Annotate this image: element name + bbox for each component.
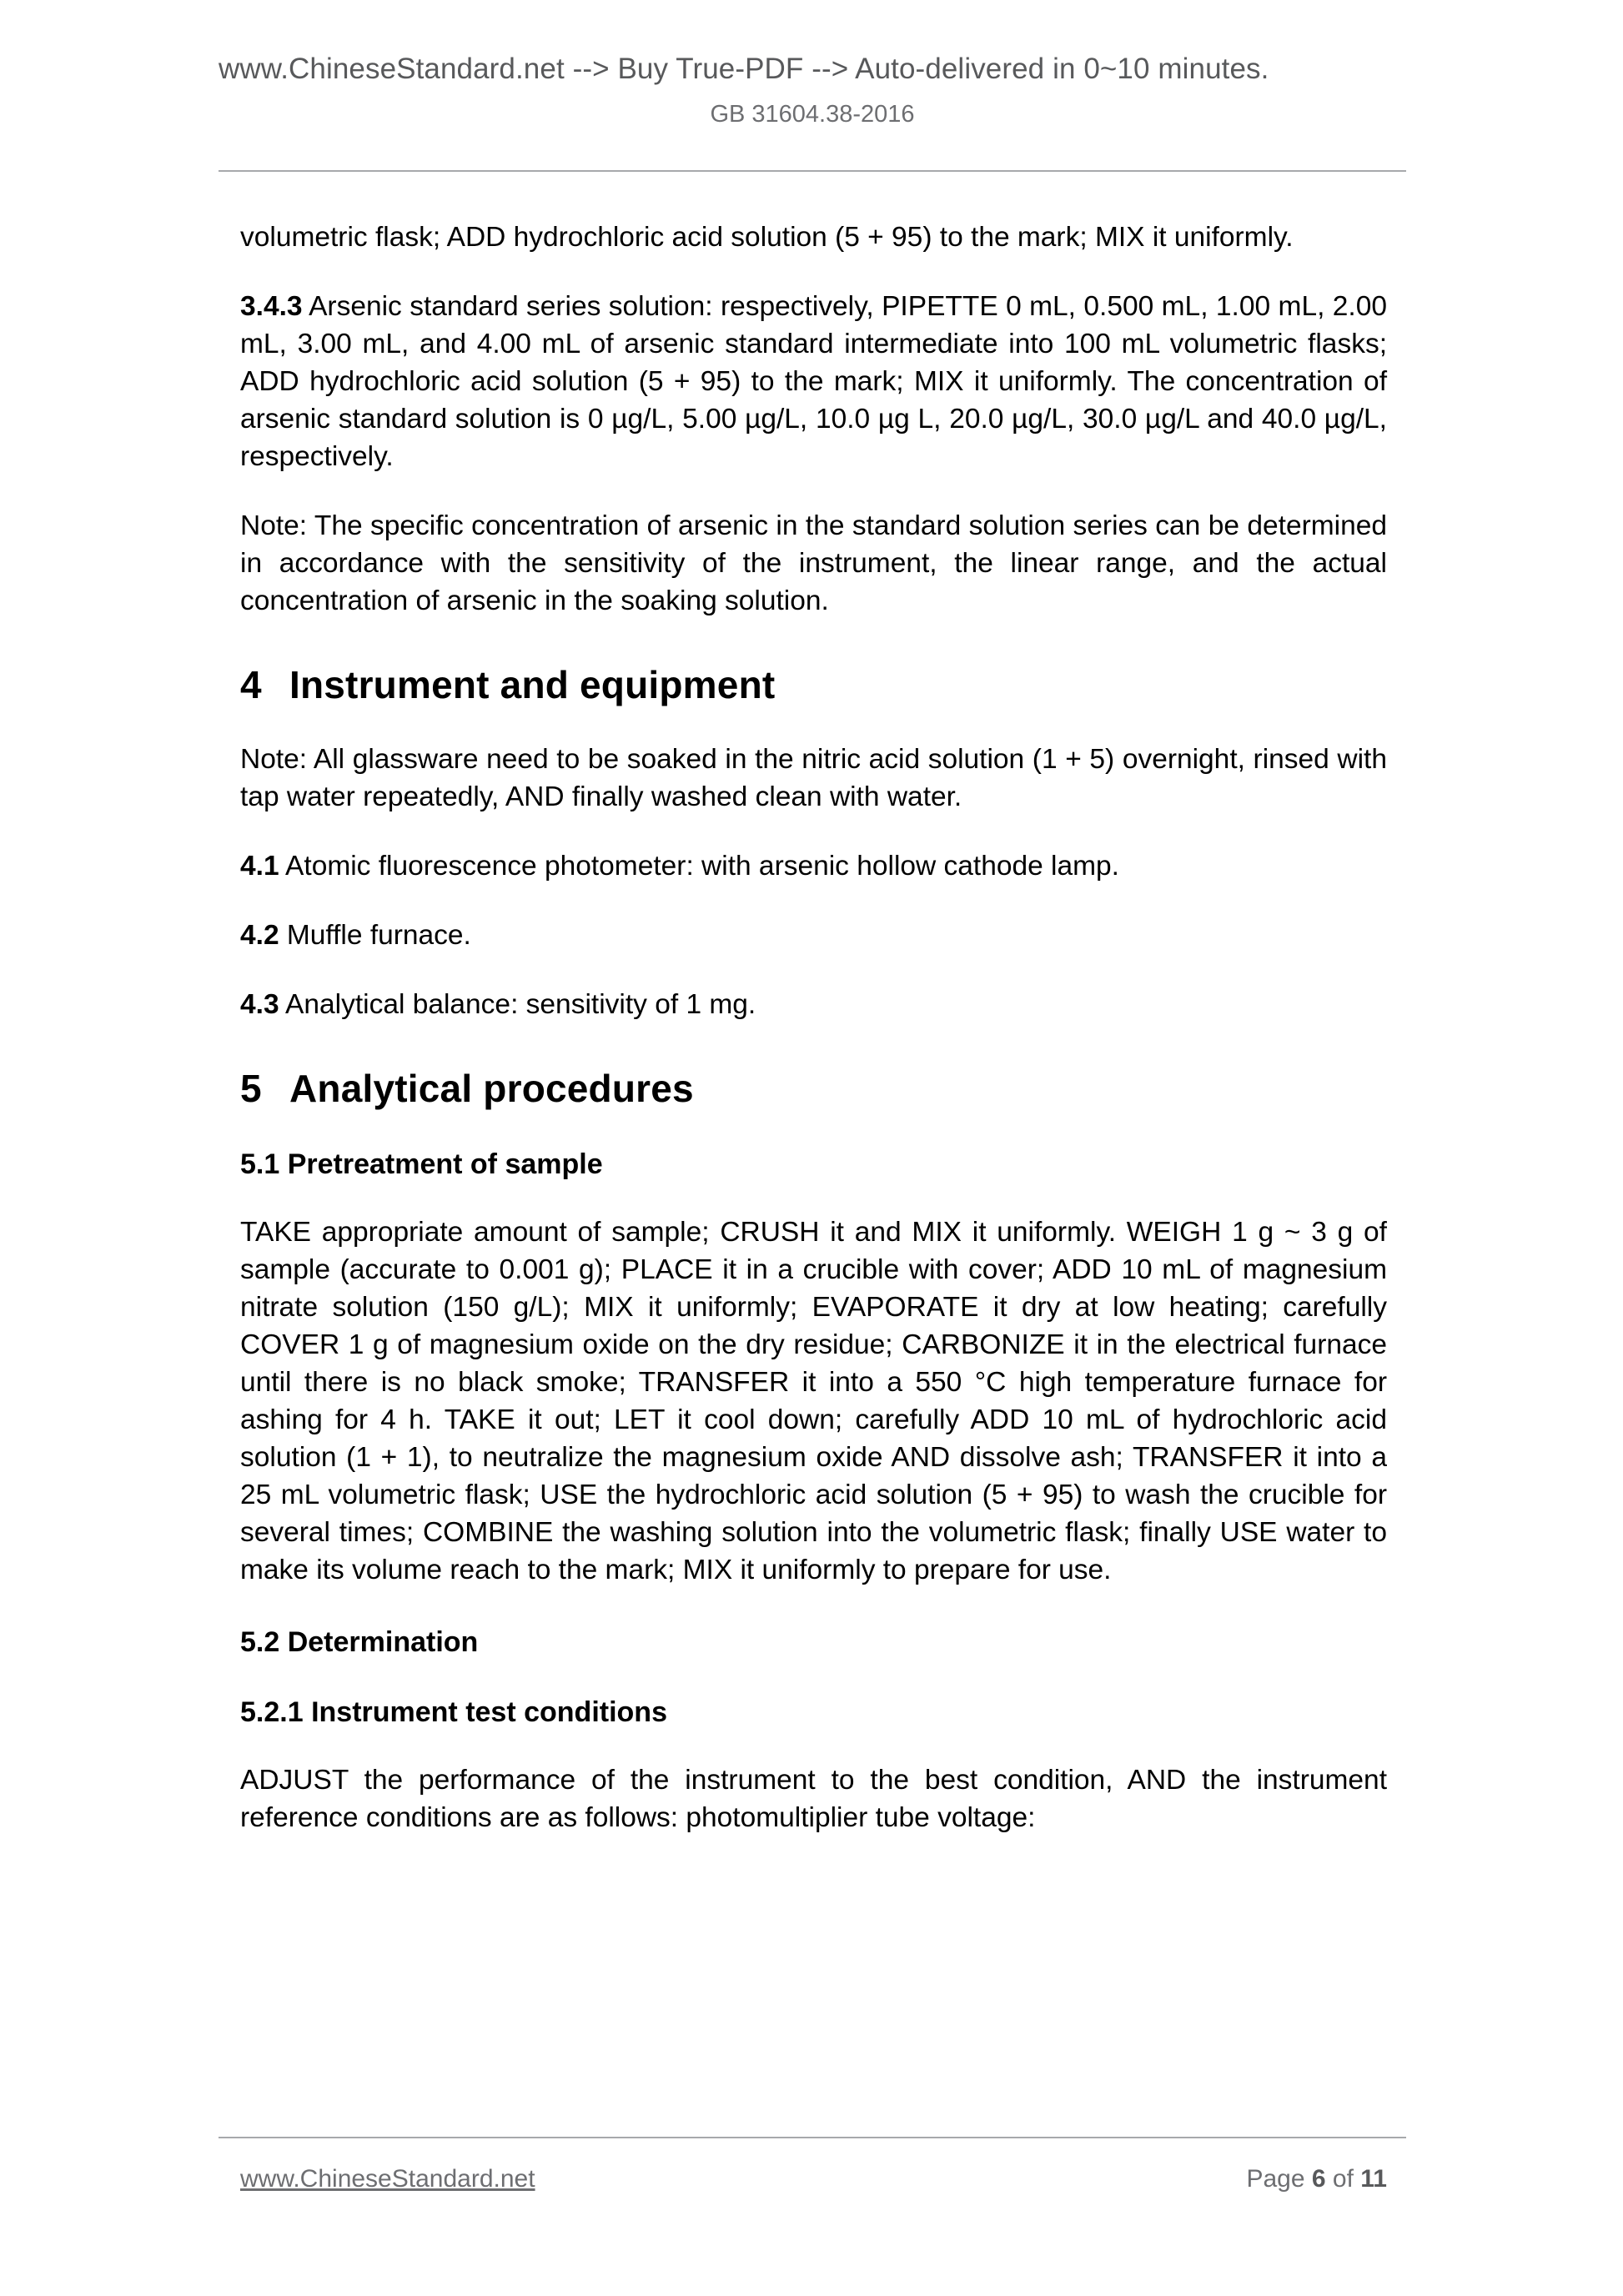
footer-website-link[interactable]: www.ChineseStandard.net <box>240 2165 535 2193</box>
item-4-1-number: 4.1 <box>240 850 279 882</box>
item-4-2-number: 4.2 <box>240 919 279 951</box>
item-4-1 <box>240 847 1387 885</box>
item-4-2-text: Muffle furnace. <box>279 919 471 951</box>
page-current: 6 <box>1311 2165 1326 2193</box>
item-4-3-text: Analytical balance: sensitivity of 1 mg. <box>279 988 756 1020</box>
standard-number: GB 31604.38-2016 <box>710 101 915 128</box>
clause-3-4-3-number: 3.4.3 <box>240 291 303 322</box>
page-label-prefix: Page <box>1246 2165 1312 2193</box>
section-5-heading <box>240 1067 1387 1111</box>
section-4-heading <box>240 663 1387 707</box>
clause-3-4-3-text: Arsenic standard series solution: respectively, PIPETTE 0 mL, 0.500 mL, 1.00 mL, 2.00 mL, 3.00 mL, and 4.00 mL of arsenic standard intermediate into 100 mL volumetric flasks; ADD hydrochloric acid solution (5 + 95) to the mark; MIX it uniformly. The concentration of arsenic standard solution is 0 µg/L, 5.00 µg/L, 10.0 µg L, 20.0 µg/L, 30.0 µg/L and 40.0 µg/L, respectively. <box>240 291 1387 472</box>
section-5-title: Analytical procedures <box>289 1066 694 1110</box>
page-label-middle: of <box>1325 2165 1361 2193</box>
section-5-number: 5 <box>240 1066 262 1110</box>
section-4-note: Note: All glassware need to be soaked in the nitric acid solution (1 + 5) overnight, rinsed with tap water repeatedly, AND finally washed clean with water. <box>240 743 1387 812</box>
item-4-1-text: Atomic fluorescence photometer: with arsenic hollow cathode lamp. <box>279 850 1119 882</box>
page-number-indicator <box>1246 2165 1387 2193</box>
page-footer <box>240 2165 1387 2193</box>
section-4-number: 4 <box>240 663 262 706</box>
note-3-4-3: Note: The specific concentration of arsenic in the standard solution series can be determined in accordance with the sensitivity of the instrument, the linear range, and the actual concentration of arsenic in the soaking solution. <box>240 510 1387 616</box>
page-header <box>219 52 1406 129</box>
section-4-title: Instrument and equipment <box>289 663 776 706</box>
document-body <box>240 219 1387 1868</box>
header-divider <box>219 170 1406 172</box>
subsection-5-2-heading: 5.2 Determination <box>240 1625 479 1658</box>
footer-divider <box>219 2137 1406 2138</box>
subsection-5-2-1-heading: 5.2.1 Instrument test conditions <box>240 1696 667 1729</box>
subsection-5-1-body: TAKE appropriate amount of sample; CRUSH it and MIX it uniformly. WEIGH 1 g ~ 3 g of sample (accurate to 0.001 g); PLACE it in a crucible with cover; ADD 10 mL of magnesium nitrate solution (150 g/L); MIX it uniformly; EVAPORATE it dry at low heating; carefully COVER 1 g of magnesium oxide on the dry residue; CARBONIZE it in the electrical furnace until there is no black smoke; TRANSFER it into a 550 °C high temperature furnace for ashing for 4 h. TAKE it out; LET it cool down; carefully ADD 10 mL of hydrochloric acid solution (1 + 1), to neutralize the magnesium oxide AND dissolve ash; TRANSFER it into a 25 mL volumetric flask; USE the hydrochloric acid solution (5 + 95) to wash the crucible for several times; COMBINE the washing solution into the volumetric flask; finally USE water to make its volume reach to the mark; MIX it uniformly to prepare for use. <box>240 1216 1387 1585</box>
item-4-3-number: 4.3 <box>240 988 279 1020</box>
subsection-5-2-1-body: ADJUST the performance of the instrument to the best condition, AND the instrument reference conditions are as follows: photomultiplier tube voltage: <box>240 1765 1387 1834</box>
paragraph-continued: volumetric flask; ADD hydrochloric acid solution (5 + 95) to the mark; MIX it uniformly. <box>240 222 1294 253</box>
item-4-3 <box>240 986 1387 1023</box>
subsection-5-1-heading: 5.1 Pretreatment of sample <box>240 1148 603 1180</box>
clause-3-4-3 <box>240 288 1387 475</box>
item-4-2 <box>240 917 1387 954</box>
promo-banner: www.ChineseStandard.net --> Buy True-PDF --> Auto-delivered in 0~10 minutes. <box>219 53 1269 85</box>
page-total: 11 <box>1360 2165 1387 2193</box>
